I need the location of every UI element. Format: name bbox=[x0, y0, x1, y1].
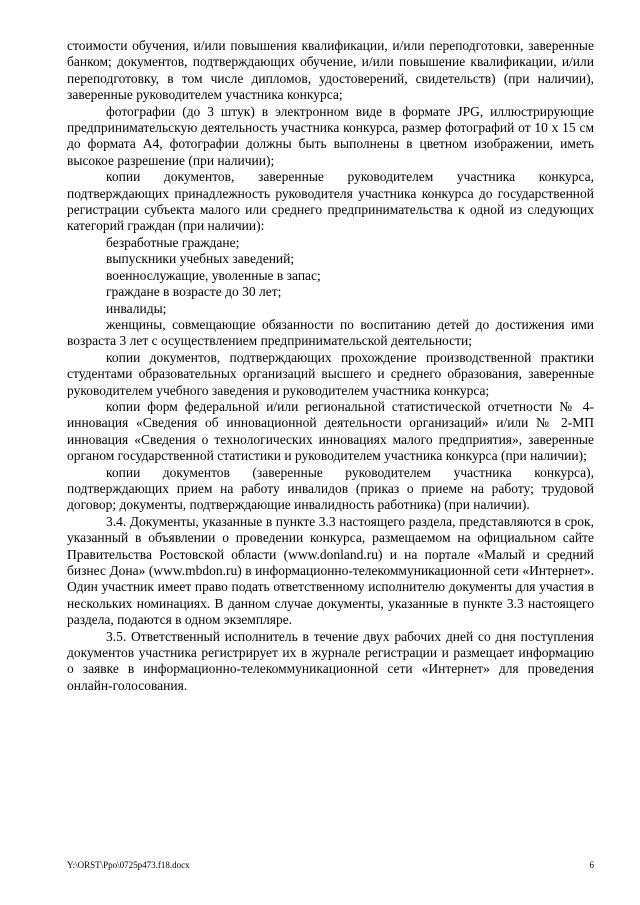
section-3-5: 3.5. Ответственный исполнитель в течение двух рабочих дней со дня поступления документов участника регистрирует их в журнале регистрации и размещает информацию о заявке в информационно-телекоммуникационной сети «Интернет» для проведения онлайн-голосования. bbox=[67, 628, 594, 693]
paragraph-category-documents: копии документов, заверенные руководителем участника конкурса, подтверждающих принадлежность руководителя участника конкурса до государственной регистрации субъекта малого или среднего предпринимательства к одной из следующих категорий граждан (при наличии): bbox=[67, 169, 594, 234]
paragraph-disabled-hiring: копии документов (заверенные руководителем участника конкурса), подтверждающих прием на работу инвалидов (приказ о приеме на работу; трудовой договор; документы, подтверждающие инвалидность работника) (при наличии). bbox=[67, 464, 594, 513]
footer-file-path: Y:\ORST\Ppo\0725p473.f18.docx bbox=[67, 860, 190, 870]
page-number: 6 bbox=[589, 860, 594, 870]
page-footer bbox=[67, 858, 594, 872]
list-item-military-reserve: военнослужащие, уволенные в запас; bbox=[106, 267, 321, 283]
paragraph-internship-documents: копии документов, подтверждающих прохождение производственной практики студентами образовательных организаций высшего и среднего образования, заверенные руководителем учебного заведения и руководителем участника конкурса; bbox=[67, 349, 594, 398]
list-item-disabled: инвалиды; bbox=[106, 300, 167, 316]
paragraph-statistics-forms: копии форм федеральной и/или региональной статистической отчетности № 4-инновация «Сведения об инновационной деятельности организаций» и/или № 2-МП инновация «Сведения о технологических инновациях малого предприятия», заверенные органом государственной статистики и руководителем участника конкурса (при наличии); bbox=[67, 398, 594, 464]
list-item-women: женщины, совмещающие обязанности по воспитанию детей до достижения ими возраста 3 лет с осуществлением предпринимательской деятельности; bbox=[67, 316, 594, 349]
paragraph-photographs: фотографии (до 3 штук) в электронном виде в формате JPG, иллюстрирующие предпринимательскую деятельность участника конкурса, размер фотографий от 10 х 15 см до формата А4, фотографии должны быть выполнены в цветном изображении, иметь высокое разрешение (при наличии); bbox=[67, 103, 594, 168]
list-item-unemployed: безработные граждане; bbox=[106, 234, 240, 250]
list-item-graduates: выпускники учебных заведений; bbox=[106, 251, 295, 267]
section-3-4: 3.4. Документы, указанные в пункте 3.3 настоящего раздела, представляются в срок, указанный в объявлении о проведении конкурса, размещаемом на официальном сайте Правительства Ростовской области (www.donland.ru) и на портале «Малый и средний бизнес Дона» (www.mbdon.ru) в информационно-телекоммуникационной сети «Интернет». Один участник имеет право подать ответственному исполнителю документы для участия в нескольких номинациях. В данном случае документы, указанные в пункте 3.3 настоящего раздела, подаются в одном экземпляре. bbox=[67, 513, 594, 628]
paragraph-training-documents: стоимости обучения, и/или повышения квалификации, и/или переподготовки, заверенные банком; документов, подтверждающих обучение, и/или повышение квалификации, и/или переподготовку, в том числе дипломов, удостоверений, свидетельств) (при наличии), заверенные руководителем участника конкурса; bbox=[67, 38, 594, 103]
document-body bbox=[67, 38, 594, 694]
list-item-under-30: граждане в возрасте до 30 лет; bbox=[106, 284, 282, 300]
